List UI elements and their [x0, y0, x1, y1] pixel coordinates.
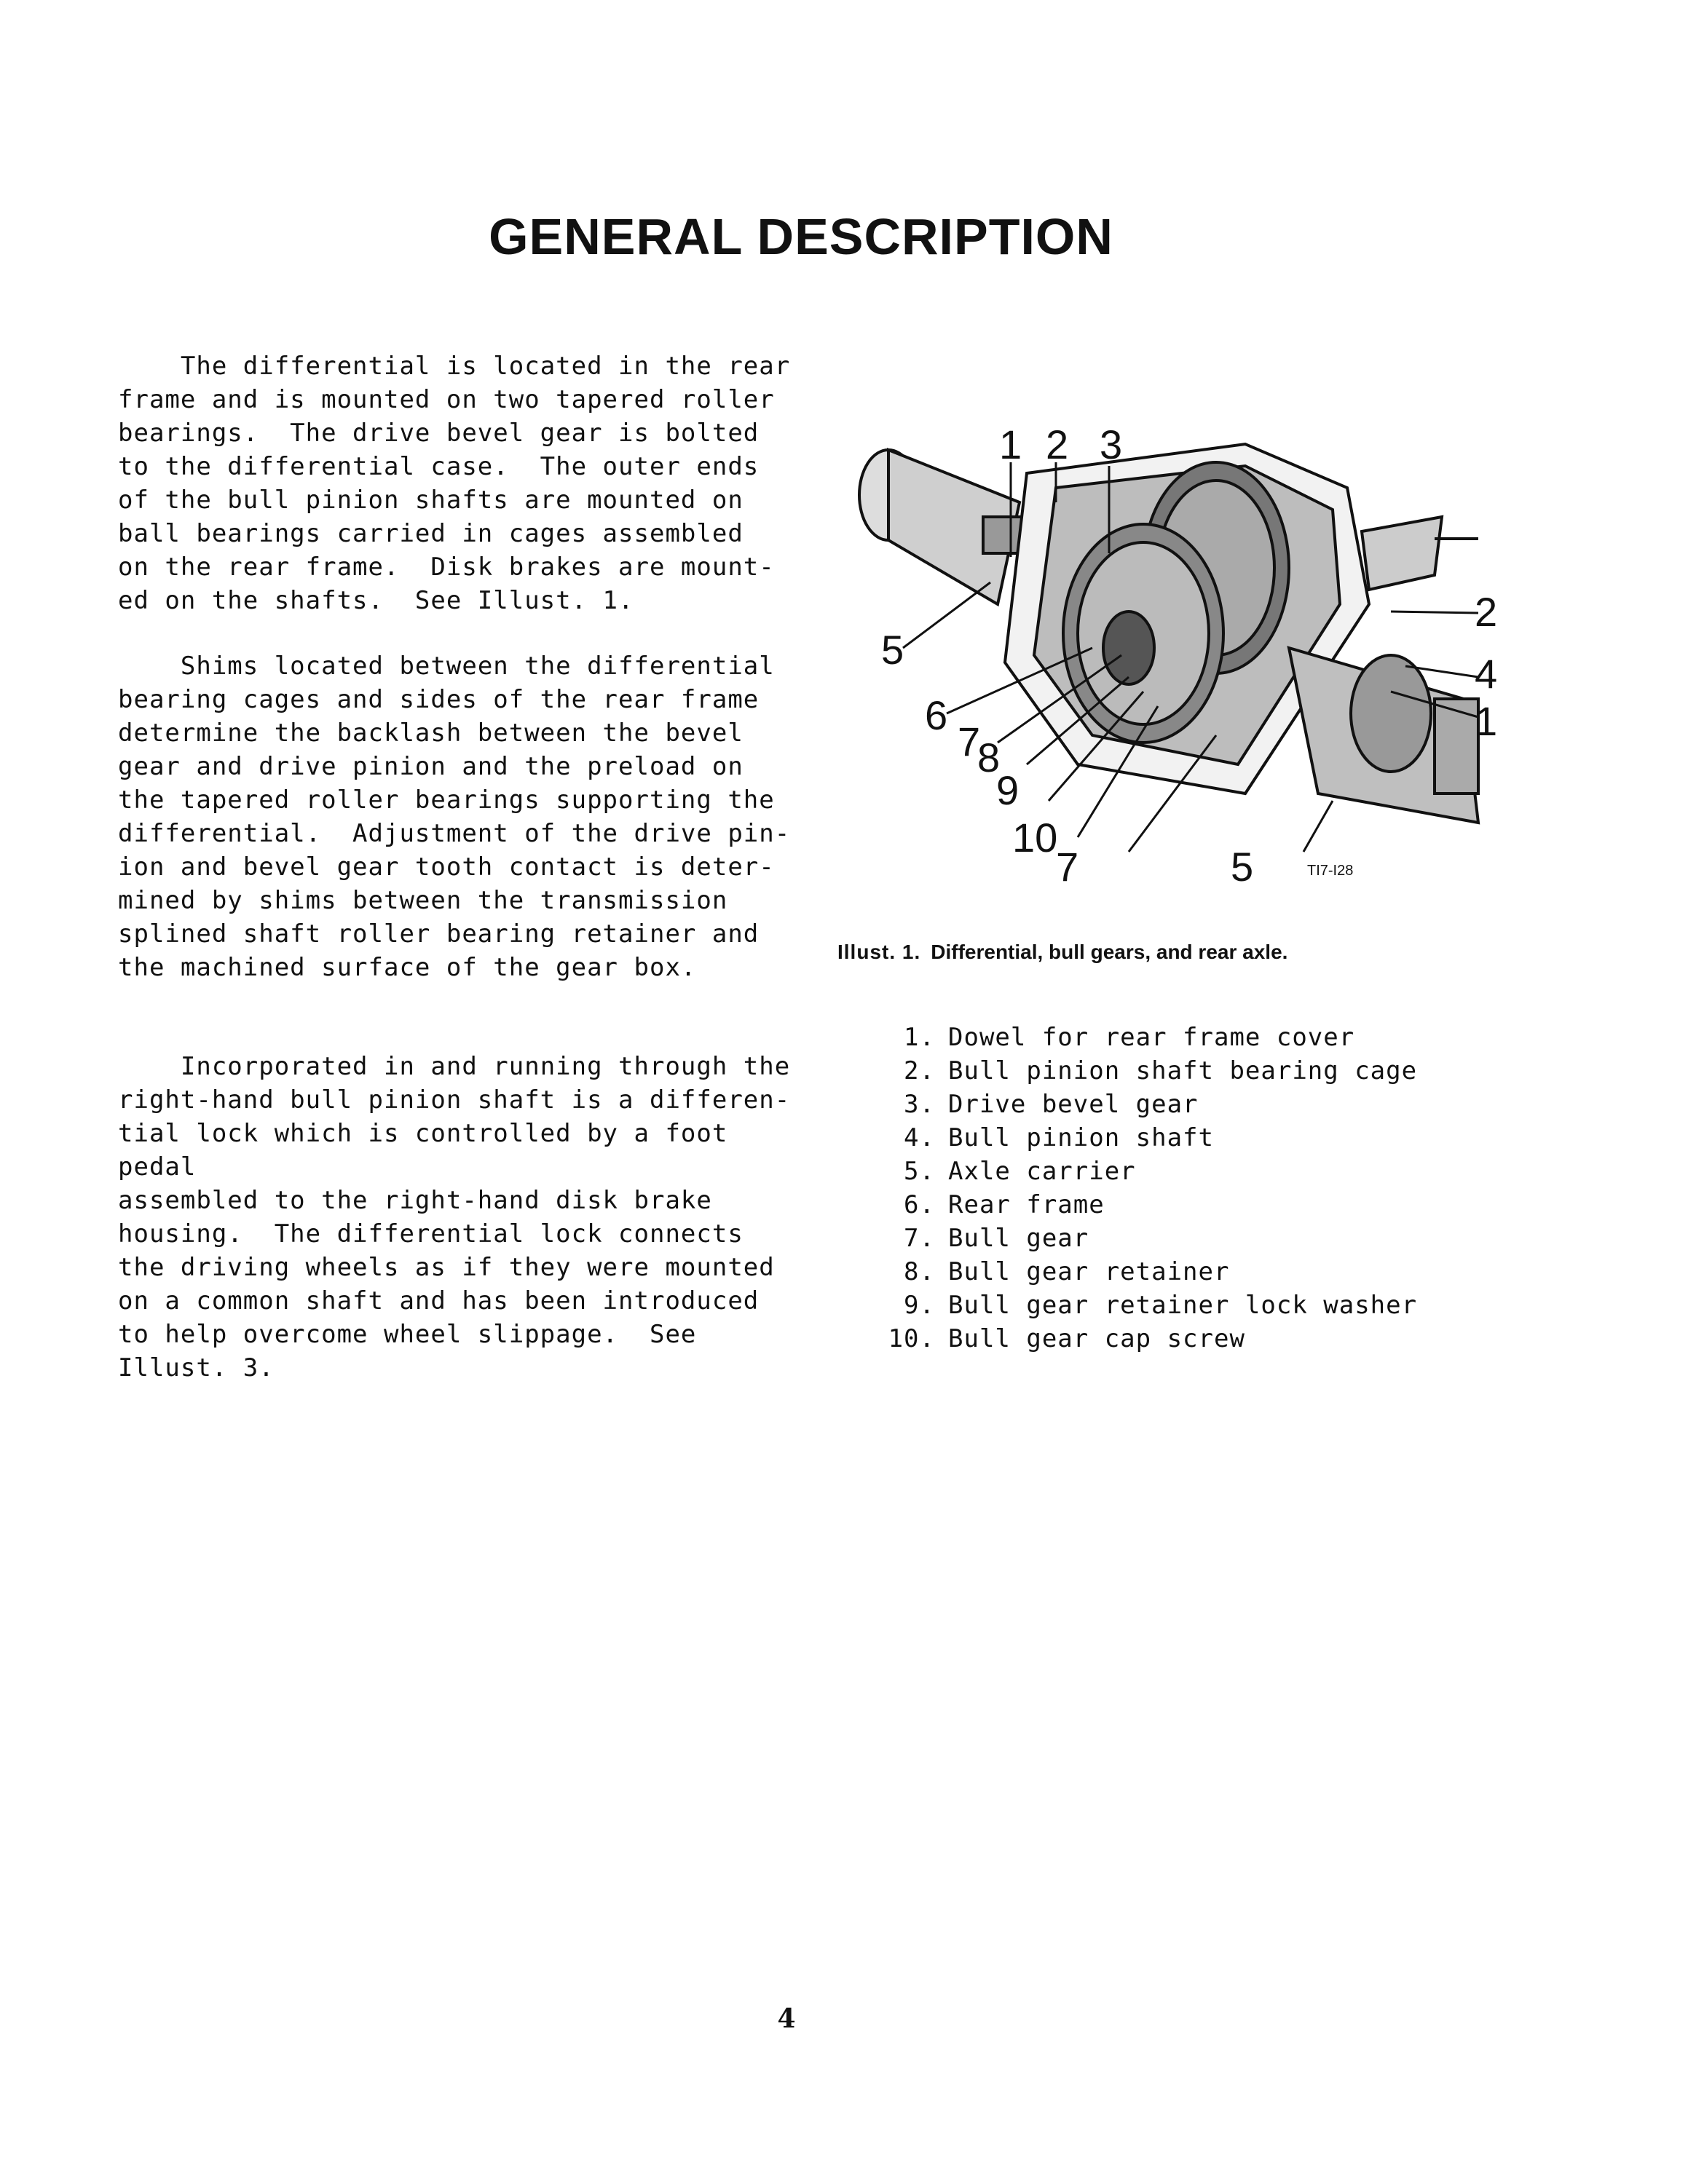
callout-label: 1 — [1475, 698, 1498, 744]
list-item — [874, 1222, 1602, 1255]
part-label: Dowel for rear frame cover — [948, 1023, 1355, 1052]
list-item — [874, 1121, 1602, 1155]
part-label: Bull gear cap screw — [948, 1324, 1245, 1353]
callout-label: 9 — [996, 767, 1019, 813]
paragraph-differential-location: The differential is located in the rear frame and is mounted on two tapered roller bearings. The drive bevel gear is bolted to the differential case. The outer ends of the bull pinion shafts are mounted on ball bearings carried in cages assembled on the rear frame. Disk brakes are mount- ed on the shafts. See Illust. 1. — [118, 352, 791, 615]
part-number: 9. — [904, 1291, 935, 1320]
part-label: Bull gear retainer — [948, 1257, 1230, 1286]
paragraph-shims: Shims located between the differential bearing cages and sides of the rear frame determine the backlash between the bevel gear and drive pinion and the preload on the tapered roller bearings supporting the differential. Adjustment of the drive pin- ion and bevel gear tooth contact is deter- mined by shims between the transmission splined shaft roller bearing retainer and the machined surface of the gear box. — [118, 652, 791, 982]
callout-label: 4 — [1475, 651, 1498, 697]
image-code: TI7-I28 — [1307, 863, 1354, 879]
paragraph-differential-lock: Incorporated in and running through the right-hand bull pinion shaft is a differen- tial lock which is controlled by a foot pedal assembled to the right-hand disk brake housing. The differential lock connects the driving wheels as if they were mounted on a common shaft and has been introduced to help overcome wheel slippage. See Illust. 3. — [118, 1052, 791, 1382]
callout-label: 8 — [977, 735, 1001, 780]
differential-drawing — [837, 386, 1498, 910]
part-number: 4. — [904, 1123, 935, 1152]
page-number: 4 — [777, 2003, 796, 2034]
callout-label: 7 — [958, 719, 981, 764]
part-number: 6. — [904, 1190, 935, 1219]
callout-label: 5 — [1231, 844, 1254, 890]
callout-label: 2 — [1475, 589, 1498, 635]
part-number: 5. — [904, 1157, 935, 1186]
callout-label: 3 — [1100, 422, 1123, 467]
illustration-caption — [837, 941, 1566, 964]
part-number: 2. — [904, 1056, 935, 1085]
list-item — [874, 1255, 1602, 1289]
list-item — [874, 1289, 1602, 1322]
differential-illustration — [837, 386, 1498, 910]
list-item — [874, 1054, 1602, 1088]
part-label: Bull gear retainer lock washer — [948, 1291, 1418, 1320]
list-item — [874, 1188, 1602, 1222]
part-number: 10. — [888, 1324, 935, 1353]
callout-label: 5 — [881, 627, 904, 673]
parts-list — [874, 1021, 1602, 1356]
part-label: Bull pinion shaft bearing cage — [948, 1056, 1418, 1085]
page-title: GENERAL DESCRIPTION — [489, 207, 1113, 265]
part-label: Axle carrier — [948, 1157, 1136, 1186]
callout-label: 2 — [1046, 422, 1069, 467]
part-label: Rear frame — [948, 1190, 1105, 1219]
callout-label: 6 — [925, 692, 948, 738]
callout-label: 10 — [1012, 815, 1058, 860]
list-item — [874, 1155, 1602, 1188]
part-number: 3. — [904, 1090, 935, 1119]
part-label: Drive bevel gear — [948, 1090, 1199, 1119]
part-number: 8. — [904, 1257, 935, 1286]
list-item — [874, 1088, 1602, 1121]
list-item — [874, 1322, 1602, 1356]
part-number: 1. — [904, 1023, 935, 1052]
callout-label: 7 — [1056, 844, 1079, 890]
part-label: Bull gear — [948, 1224, 1089, 1253]
caption-text: Differential, bull gears, and rear axle. — [931, 941, 1288, 963]
list-item — [874, 1021, 1602, 1054]
caption-number: Illust. 1. — [837, 941, 921, 963]
callout-label: 1 — [999, 422, 1022, 467]
part-label: Bull pinion shaft — [948, 1123, 1214, 1152]
part-number: 7. — [904, 1224, 935, 1253]
